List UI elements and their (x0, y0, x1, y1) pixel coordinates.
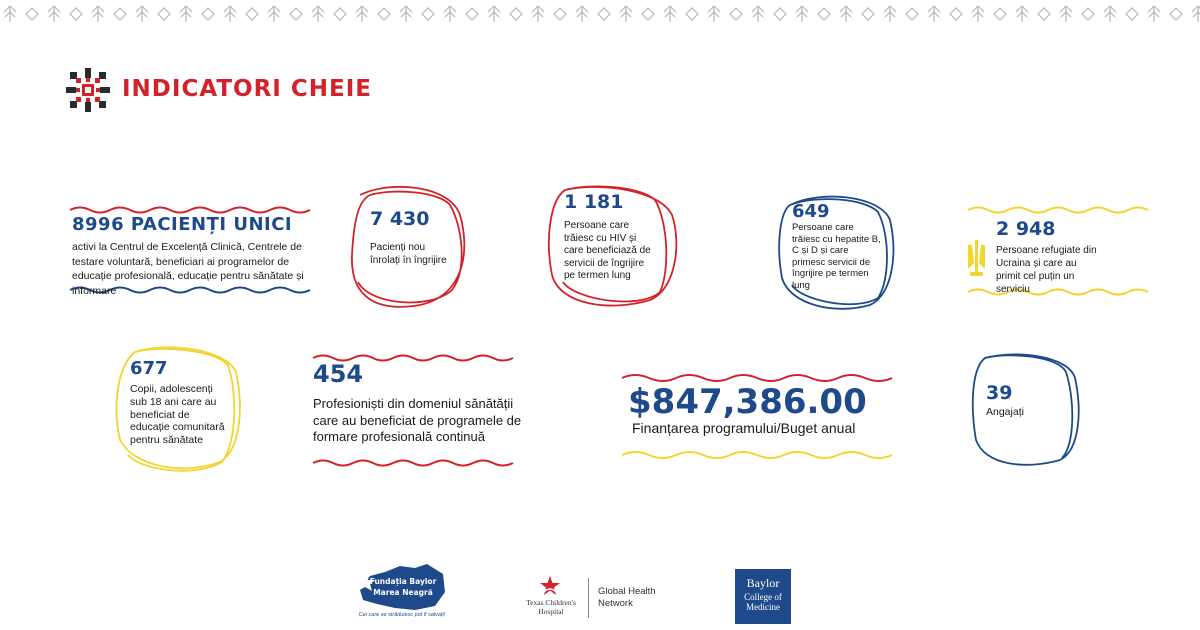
baylor-foundation-line1: Fundația Baylor (369, 577, 437, 586)
bcm-line3: Medicine (746, 602, 780, 612)
baylor-foundation-line2: Marea Neagră (373, 588, 433, 597)
texas-line1: Texas Children's (526, 598, 576, 607)
bcm-line2: College of (744, 592, 782, 602)
bcm-logo (735, 569, 791, 624)
employees-value: 39 (986, 382, 1013, 404)
texas-divider (588, 578, 589, 618)
children-value: 677 (130, 358, 168, 379)
children-desc: Copii, adolescenți sub 18 ani care au beneficiat de educație comunitară pentru sănătate (130, 383, 225, 447)
professionals-value: 454 (313, 360, 364, 388)
hiv-desc: Persoane care trăiesc cu HIV și care beneficiază de servicii de îngrijire pe termen lung (564, 220, 651, 281)
employees-desc: Angajați (986, 406, 1024, 418)
refugees-desc: Persoane refugiate din Ucraina și care au primit cel puțin un serviciu (996, 245, 1097, 295)
enrolled-desc: Pacienți nou înrolați în îngrijire (370, 242, 447, 266)
hepatitis-desc: Persoane care trăiesc cu hepatite B, C și D și care primesc servicii de îngrijire pe termen lung (792, 222, 881, 291)
budget-desc: Finanțarea programului/Buget anual (632, 420, 856, 436)
baylor-foundation-tagline: Cei care se străduiesc pot fi salvați! (358, 612, 446, 618)
network-line2: Network (598, 598, 633, 609)
hepatitis-value: 649 (792, 201, 830, 222)
texas-star-logo (538, 574, 562, 598)
refugees-value: 2 948 (996, 218, 1056, 240)
bcm-line1: Baylor (746, 576, 780, 590)
hiv-value: 1 181 (564, 191, 624, 213)
baylor-foundation-name (358, 576, 448, 598)
texas-hospital-name (518, 598, 584, 616)
budget-value: $847,386.00 (628, 382, 867, 422)
patients-desc: activi la Centrul de Excelență Clinică, Centrele de testare voluntară, beneficiari ai programelor de educație profesională, educație pentru sănătate și informare (72, 241, 304, 297)
enrolled-value: 7 430 (370, 208, 430, 230)
page-title: INDICATORI CHEIE (122, 76, 372, 102)
texas-line2: Hospital (538, 607, 564, 616)
network-line1: Global Health (598, 586, 656, 597)
patients-value: 8996 PACIENȚI UNICI (72, 214, 293, 235)
global-health-network (598, 586, 656, 610)
professionals-desc: Profesioniști din domeniul sănătății care au beneficiat de programele de formare profesională continuă (313, 396, 522, 444)
